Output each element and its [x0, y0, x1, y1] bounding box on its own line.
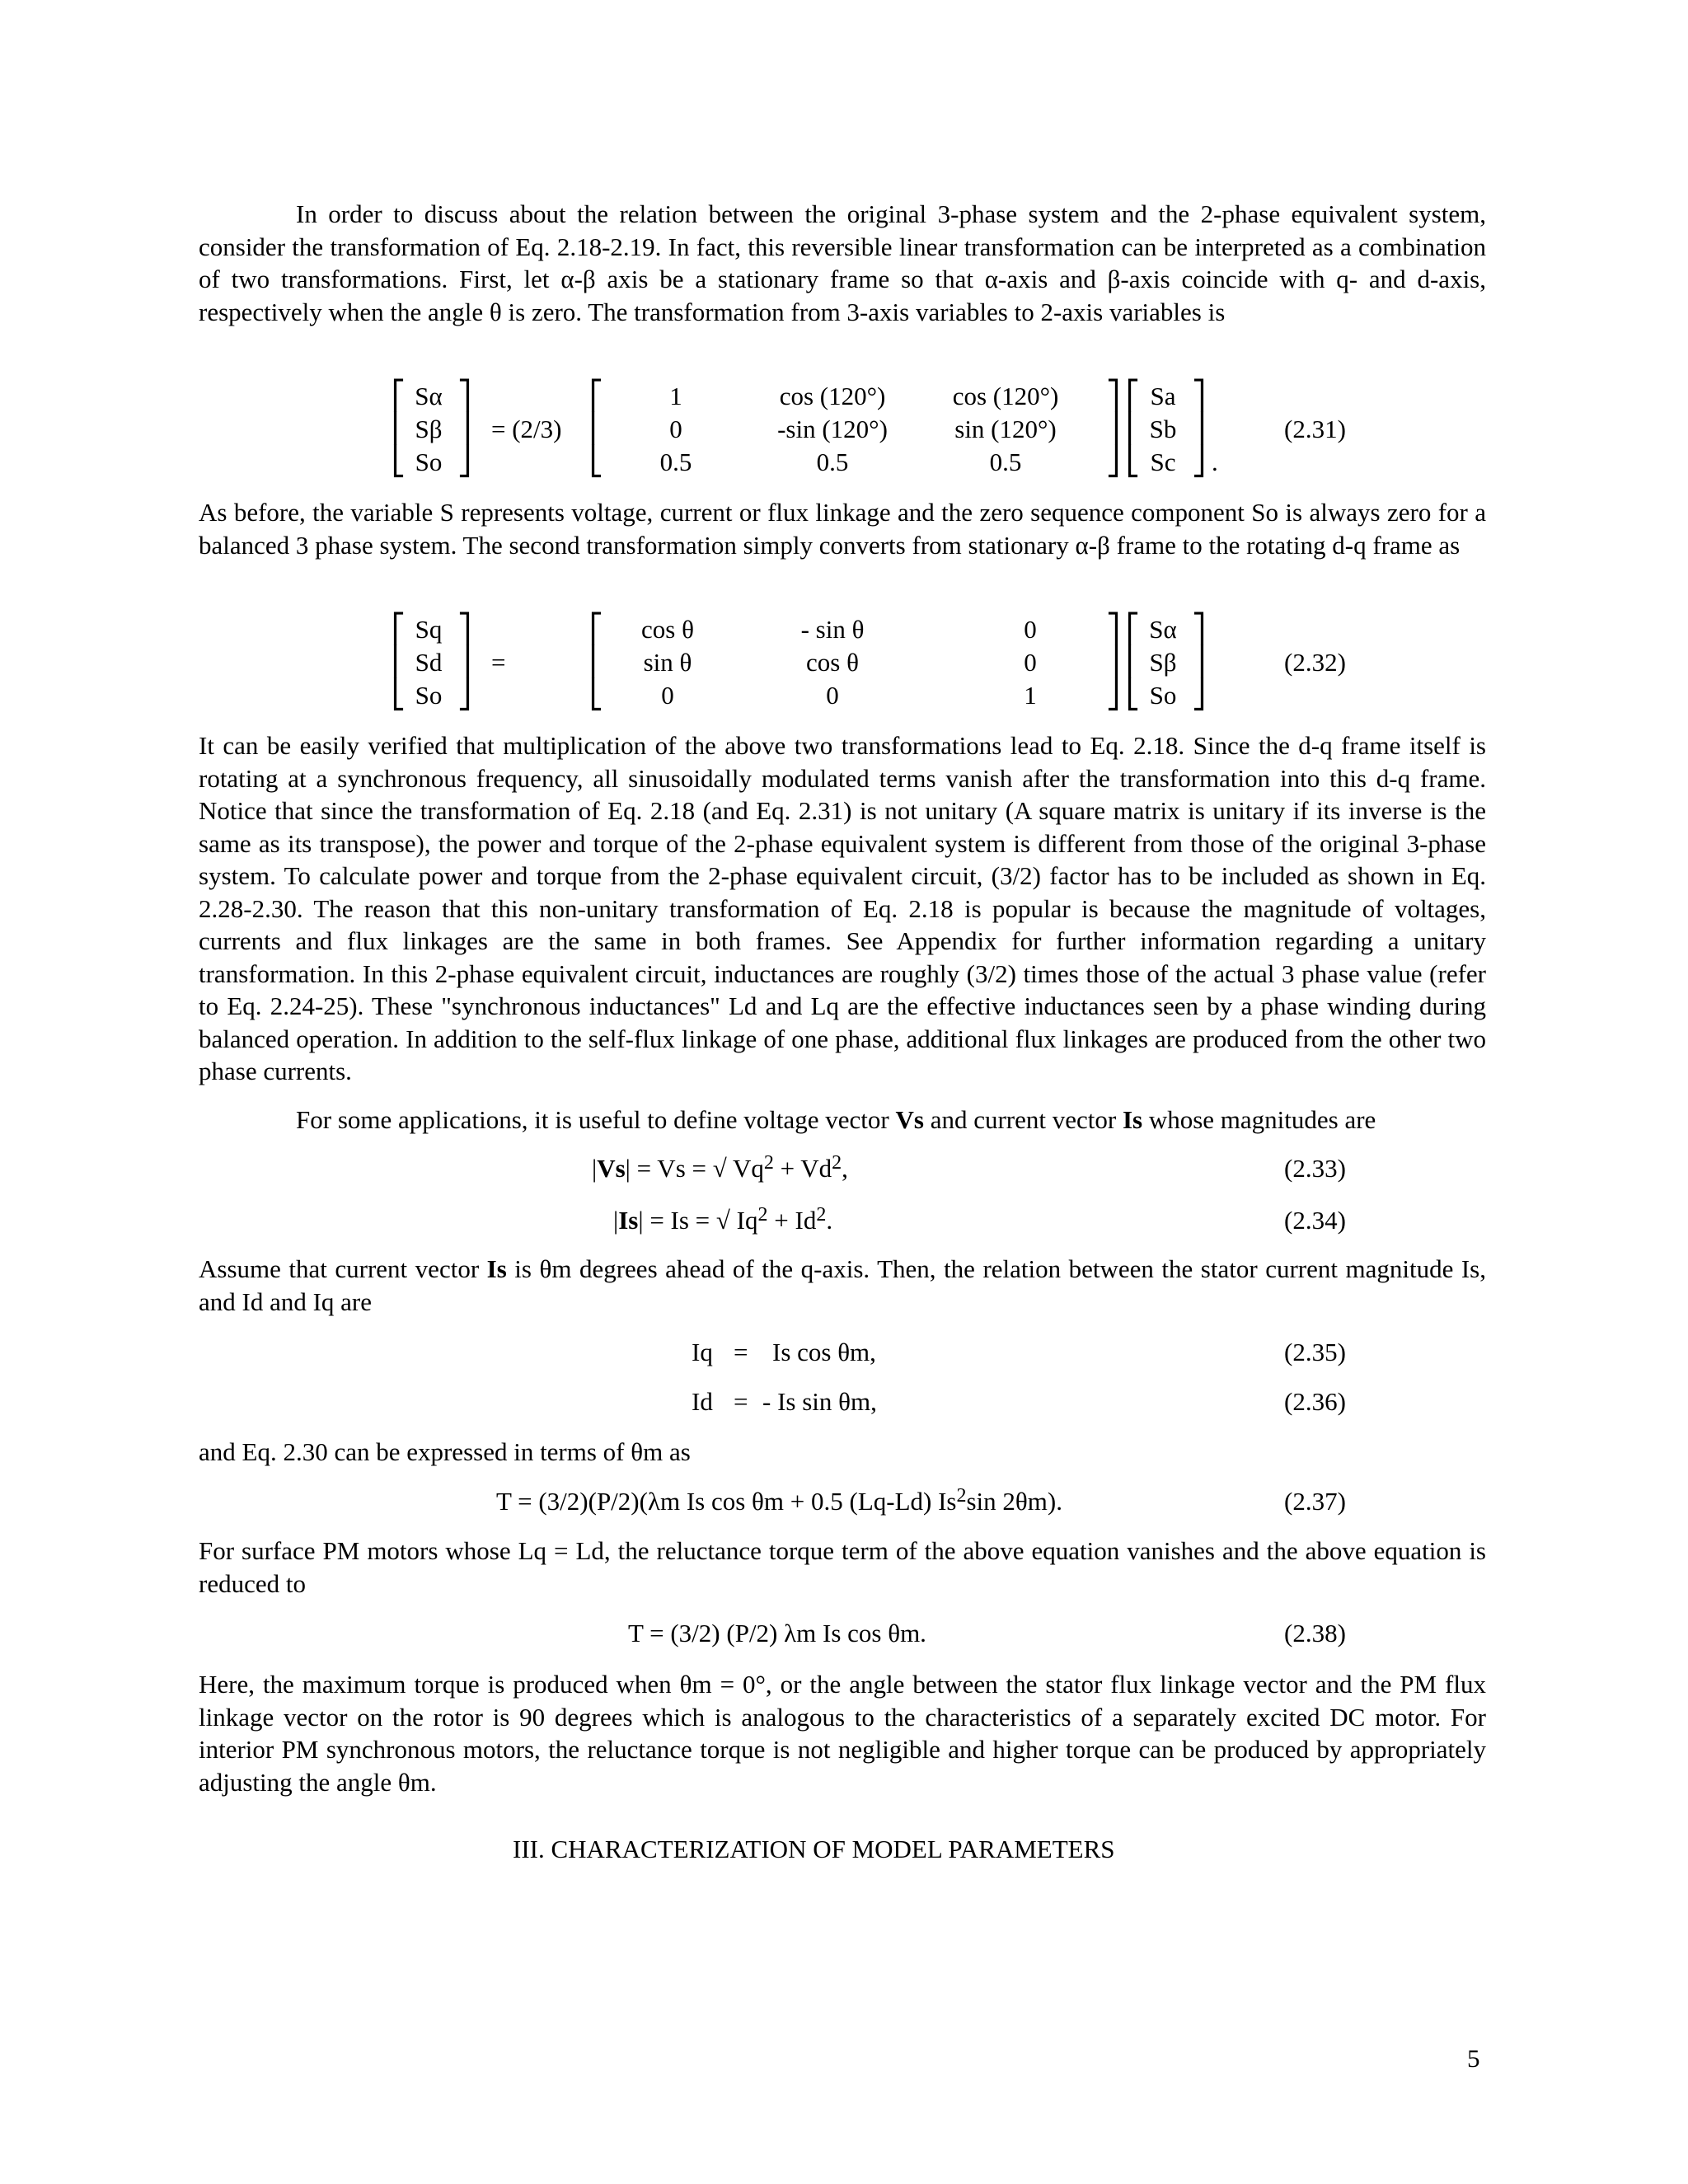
- document-page: In order to discuss about the relation between the original 3-phase system and the 2-phase equivalent system, consider the transformation of Eq. 2.18-2.19. In fact, this reversible linear transformation can be interpreted as a combination of two transformations. First, let α-β axis be a stationary frame so that α-axis and β-axis coincide with q- and d-axis, respectively when the angle θ is zero. The transformation from 3-axis variables to 2-axis variables is ⎡ ⎢ ⎣ Sα Sβ So ⎤ ⎥ ⎦ = (2/3) ⎡ ⎢ ⎣ 1 cos (120°) cos (120°) 0 -sin (120°) sin (120°) 0.5 0.5 0.5 ⎤ ⎥ ⎦ ⎡ ⎢ ⎣ Sa Sb Sc ⎤ ⎥ ⎦ . (2.31) As before, the variable S represents voltage, current or flux linkage and the zero sequence component So is always zero for a balanced 3 phase system. The second transformation simply converts from stationary α-β frame to the rotating d-q frame as ⎡ ⎢ ⎣ Sq Sd So ⎤ ⎥ ⎦ = ⎡ ⎢ ⎣ cos θ - sin θ 0 sin θ cos θ 0 0 0 1 ⎤ ⎥ ⎦ ⎡ ⎢ ⎣ Sα Sβ So ⎤ ⎥ ⎦ (2.32) It can be easily verified that multiplication of the above two transformations lead to Eq. 2.18. Since the d-q frame itself is rotating at a synchronous frequency, all sinusoidally modulated terms vanish after the transformation into this d-q frame. Notice that since the transformation of Eq. 2.18 (and Eq. 2.31) is not unitary (A square matrix is unitary if its inverse is the same as its transpose), the power and torque of the 2-phase equivalent system is different from those of the original 3-phase system. To calculate power and torque from the 2-phase equivalent circuit, (3/2) factor has to be included as shown in Eq. 2.28-2.30. The reason that this non-unitary transformation of Eq. 2.18 is popular is because the magnitude of voltages, currents and flux linkages are the same in both frames. See Appendix for further information regarding a unitary transformation. In this 2-phase equivalent circuit, inductances are roughly (3/2) times those of the actual 3 phase value (refer to Eq. 2.24-25). These "synchronous inductances" Ld and Lq are the effective inductances seen by a phase winding during balanced operation. In addition to the self-flux linkage of one phase, additional flux linkages are produced from the other two phase currents. For some applications, it is useful to define voltage vector Vs and current vector Is whose magnitudes are |Vs| = Vs = √ $Vq^2 + Vd^2$, (2.33) |Is| = Is = √ $Iq^2 + Id^2$. (2.34) Assume that current vector Is is θm degrees ahead of the q-axis. Then, the relation between the stator current magnitude Is, and Id and Iq are Iq = Is cos θm, (2.35) Id = - Is sin θm, (2.36) and Eq. 2.30 can be expressed in terms of θm as T = (3/2)(P/2)(λm Is cos θm + 0.5 (Lq-Ld) Is$^2$sin 2θm). (2.37) For surface PM motors whose Lq = Ld, the reluctance torque term of the above equation vanishes and the above equation is reduced to T = (3/2) (P/2) λm Is cos θm. (2.38) Here, the maximum torque is produced when θm = 0°, or the angle between the stator flux linkage vector and the PM flux linkage vector on the rotor is 90 degrees which is analogous to the characteristics of a separately excited DC motor. For interior PM synchronous motors, the reluctance torque is not negligible and higher torque can be produced by appropriately adjusting the angle θm. III. CHARACTERIZATION OF MODEL PARAMETERS 5: [0, 0, 1688, 2184]
- equation-2-37: T = (3/2)(P/2)(λm Is cos θm + 0.5 (Lq-Ld) Is$^2$sin 2θm).: [496, 1485, 1062, 1516]
- page-number: 5: [1467, 2044, 1480, 2073]
- paragraph-zero-sequence: As before, the variable S represents voltage, current or flux linkage and the zero sequence component So is always zero for a balanced 3 phase system. The second transformation simply converts from stationary α-β frame to the rotating d-q frame as: [199, 498, 1486, 560]
- paragraph-surface-pm: For surface PM motors whose Lq = Ld, the reluctance torque term of the above equation vanishes and the above equation is reduced to: [199, 1536, 1486, 1598]
- equation-2-34: |Is| = Is = √ $Iq^2 + Id^2$.: [613, 1204, 833, 1235]
- equation-2-33: |Vs| = Vs = √ $Vq^2 + Vd^2$,: [592, 1152, 848, 1183]
- paragraph-eq230-note: and Eq. 2.30 can be expressed in terms of θm as: [199, 1437, 691, 1466]
- section-heading: III. CHARACTERIZATION OF MODEL PARAMETERS: [513, 1835, 1115, 1863]
- paragraph-intro: In order to discuss about the relation between the original 3-phase system and the 2-phase equivalent system, consider the transformation of Eq. 2.18-2.19. In fact, this reversible linear transformation can be interpreted as a combination of two transformations. First, let α-β axis be a stationary frame so that α-axis and β-axis coincide with q- and d-axis, respectively when the angle θ is zero. The transformation from 3-axis variables to 2-axis variables is: [199, 199, 1486, 326]
- paragraph-vectors: For some applications, it is useful to define voltage vector Vs and current vector Is whose magnitudes are: [296, 1105, 1376, 1134]
- equation-number-2-38: (2.38): [1284, 1619, 1346, 1647]
- paragraph-verification: It can be easily verified that multiplication of the above two transformations lead to Eq. 2.18. Since the d-q frame itself is rotating at a synchronous frequency, all sinusoidally modulated terms vanish after the transformation into this d-q frame. Notice that since the transformation of Eq. 2.18 (and Eq. 2.31) is not unitary (A square matrix is unitary if its inverse is the same as its transpose), the power and torque of the 2-phase equivalent system is different from those of the original 3-phase system. To calculate power and torque from the 2-phase equivalent circuit, (3/2) factor has to be included as shown in Eq. 2.28-2.30. The reason that this non-unitary transformation of Eq. 2.18 is popular is because the magnitude of voltages, currents and flux linkages are the same in both frames. See Appendix for further information regarding a unitary transformation. In this 2-phase equivalent circuit, inductances are roughly (3/2) times those of the actual 3 phase value (refer to Eq. 2.24-25). These "synchronous inductances" Ld and Lq are the effective inductances seen by a phase winding during balanced operation. In addition to the self-flux linkage of one phase, additional flux linkages are produced from the other two phase currents.: [199, 731, 1486, 1085]
- equation-number-2-33: (2.33): [1284, 1154, 1346, 1183]
- equation-2-38: T = (3/2) (P/2) λm Is cos θm.: [628, 1619, 926, 1647]
- equation-number-2-34: (2.34): [1284, 1206, 1346, 1235]
- paragraph-max-torque: Here, the maximum torque is produced when θm = 0°, or the angle between the stator flux linkage vector and the PM flux linkage vector on the rotor is 90 degrees which is analogous to the characteristics of a separately excited DC motor. For interior PM synchronous motors, the reluctance torque is not negligible and higher torque can be produced by appropriately adjusting the angle θm.: [199, 1670, 1486, 1797]
- equation-number-2-37: (2.37): [1284, 1487, 1346, 1516]
- paragraph-current-vector: Assume that current vector Is is θm degrees ahead of the q-axis. Then, the relation between the stator current magnitude Is, and Id and Iq are: [199, 1254, 1486, 1316]
